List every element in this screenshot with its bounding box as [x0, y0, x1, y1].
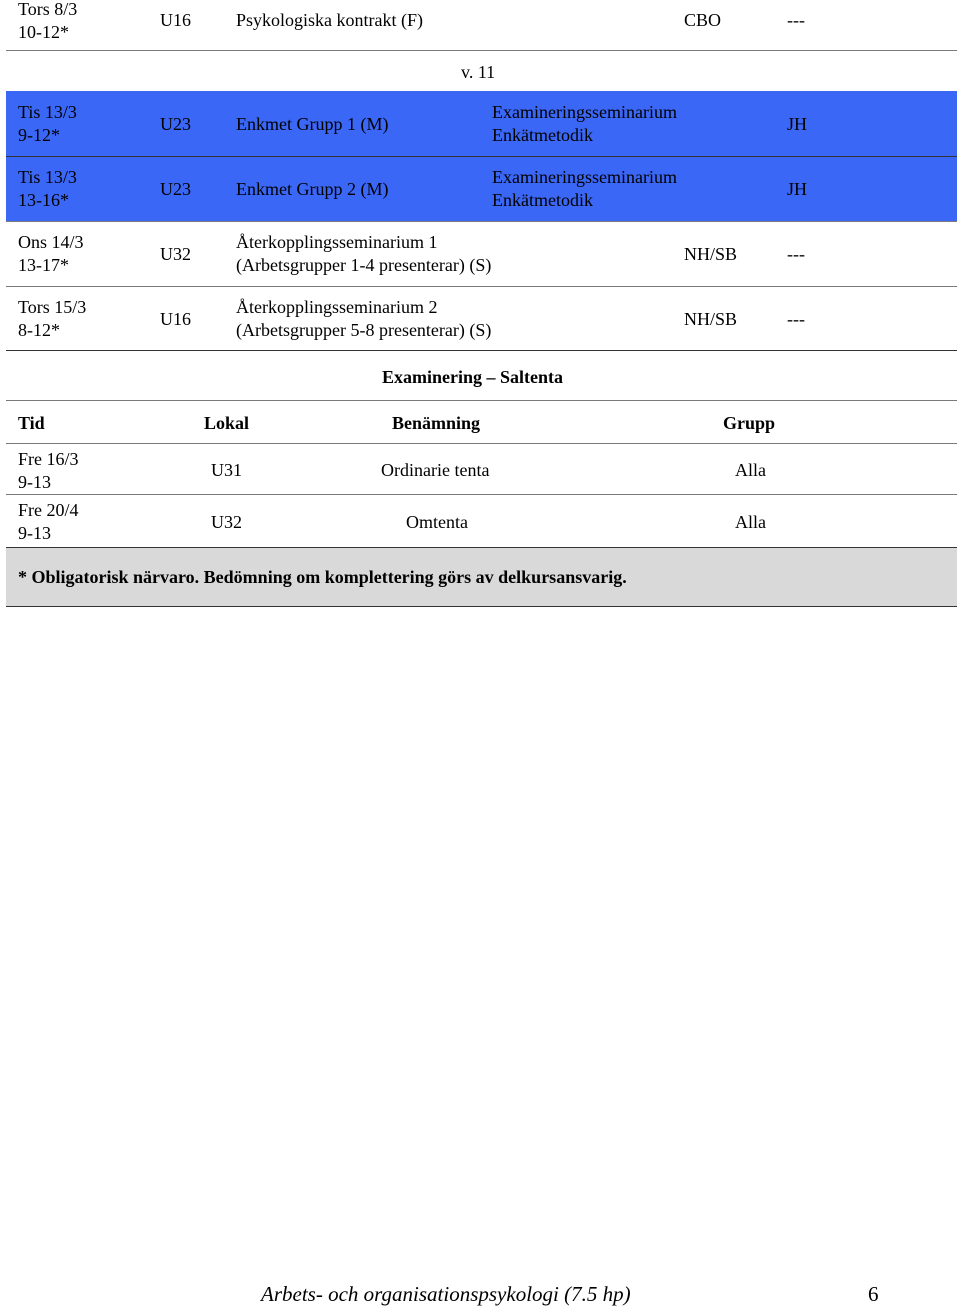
row-teacher: NH/SB — [684, 309, 738, 329]
row-extra: --- — [787, 10, 805, 30]
attendance-note: * Obligatorisk närvaro. Bedömning om komplettering görs av delkursansvarig. — [18, 567, 627, 587]
divider — [6, 286, 957, 287]
divider — [6, 443, 957, 444]
row-title-sub: (Arbetsgrupper 5-8 presenterar) (S) — [236, 320, 492, 340]
row-title: Enkmet Grupp 2 (M) — [236, 179, 389, 199]
column-header-name: Benämning — [392, 413, 481, 433]
row-teacher: JH — [787, 114, 808, 134]
row-date: Tis 13/3 — [18, 167, 77, 187]
row-title-sub: (Arbetsgrupper 1-4 presenterar) (S) — [236, 255, 492, 275]
highlighted-row — [6, 157, 957, 221]
exam-time: 9-13 — [18, 472, 51, 492]
divider — [6, 221, 957, 222]
row-room: U32 — [160, 244, 191, 264]
page-number: 6 — [868, 1282, 879, 1306]
row-title: Återkopplingsseminarium 2 — [236, 297, 438, 317]
column-header-group: Grupp — [723, 413, 776, 433]
highlighted-row — [6, 91, 957, 156]
divider — [6, 400, 957, 401]
row-teacher: JH — [787, 179, 808, 199]
row-time: 8-12* — [18, 320, 60, 340]
row-title: Enkmet Grupp 1 (M) — [236, 114, 389, 134]
row-room: U16 — [160, 10, 191, 30]
row-room: U23 — [160, 114, 191, 134]
exam-room: U31 — [211, 460, 242, 480]
row-date: Tors 15/3 — [18, 297, 87, 317]
week-label: v. 11 — [461, 62, 496, 82]
row-topic-sub: Enkätmetodik — [492, 190, 593, 210]
row-room: U23 — [160, 179, 191, 199]
row-time: 10-12* — [18, 22, 69, 42]
exam-group: Alla — [735, 512, 766, 532]
divider — [6, 606, 957, 607]
exam-name: Ordinarie tenta — [381, 460, 490, 480]
row-date: Ons 14/3 — [18, 232, 84, 252]
exam-name: Omtenta — [406, 512, 468, 532]
row-topic: Examineringsseminarium — [492, 167, 677, 187]
column-header-room: Lokal — [204, 413, 250, 433]
row-time: 13-16* — [18, 190, 69, 210]
row-date: Tors 8/3 — [18, 0, 78, 19]
column-header-time: Tid — [18, 413, 45, 433]
exam-room: U32 — [211, 512, 242, 532]
exam-date: Fre 16/3 — [18, 449, 79, 469]
row-room: U16 — [160, 309, 191, 329]
row-topic: Examineringsseminarium — [492, 102, 677, 122]
divider — [6, 350, 957, 351]
row-topic-sub: Enkätmetodik — [492, 125, 593, 145]
exam-date: Fre 20/4 — [18, 500, 79, 520]
exam-time: 9-13 — [18, 523, 51, 543]
row-time: 9-12* — [18, 125, 60, 145]
row-extra: --- — [787, 309, 805, 329]
row-teacher: NH/SB — [684, 244, 738, 264]
row-title: Återkopplingsseminarium 1 — [236, 232, 438, 252]
divider — [6, 494, 957, 495]
exam-group: Alla — [735, 460, 766, 480]
exam-heading: Examinering – Saltenta — [382, 367, 564, 387]
row-date: Tis 13/3 — [18, 102, 77, 122]
row-title: Psykologiska kontrakt (F) — [236, 10, 423, 30]
row-extra: --- — [787, 244, 805, 264]
divider — [6, 50, 957, 51]
row-teacher: CBO — [684, 10, 722, 30]
row-time: 13-17* — [18, 255, 69, 275]
footer-course: Arbets- och organisationspsykologi (7.5 hp) — [261, 1282, 631, 1306]
